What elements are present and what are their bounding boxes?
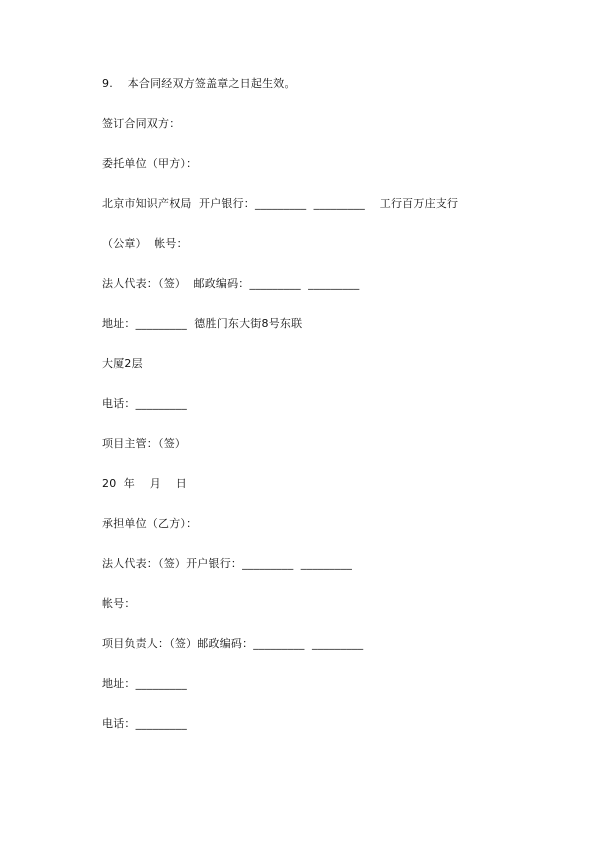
party-a-legal-rep-postcode: 法人代表：（签） 邮政编码：_________ _________ xyxy=(102,277,360,290)
party-b-phone-line: 电话：_________ xyxy=(102,717,187,730)
party-a-seal-account-line: （公章） 帐号： xyxy=(102,237,188,250)
party-b-heading: 承担单位（乙方）： xyxy=(102,517,198,530)
party-a-phone-line: 电话：_________ xyxy=(102,397,187,410)
signing-parties-heading: 签订合同双方： xyxy=(102,117,181,130)
party-a-address-continued: 大厦2层 xyxy=(102,357,143,370)
party-b-legal-rep-bank: 法人代表：（签）开户银行：_________ _________ xyxy=(102,557,353,570)
party-b-project-lead-postcode: 项目负责人：（签）邮政编码：_________ _________ xyxy=(102,637,364,650)
party-a-project-supervisor: 项目主管：（签） xyxy=(102,437,187,450)
party-a-name-bank-line: 北京市知识产权局 开户银行：_________ _________ 工行百万庄支行 xyxy=(102,197,459,210)
party-a-heading: 委托单位（甲方）： xyxy=(102,157,198,170)
party-b-address-line: 地址：_________ xyxy=(102,677,187,690)
clause-9-effective-date: 9. 本合同经双方签盖章之日起生效。 xyxy=(102,77,296,90)
party-a-address-line: 地址：_________ 德胜门东大街8号东联 xyxy=(102,317,303,330)
signing-date-line: 20 年 月 日 xyxy=(102,477,187,490)
party-b-account-line: 帐号： xyxy=(102,597,136,610)
